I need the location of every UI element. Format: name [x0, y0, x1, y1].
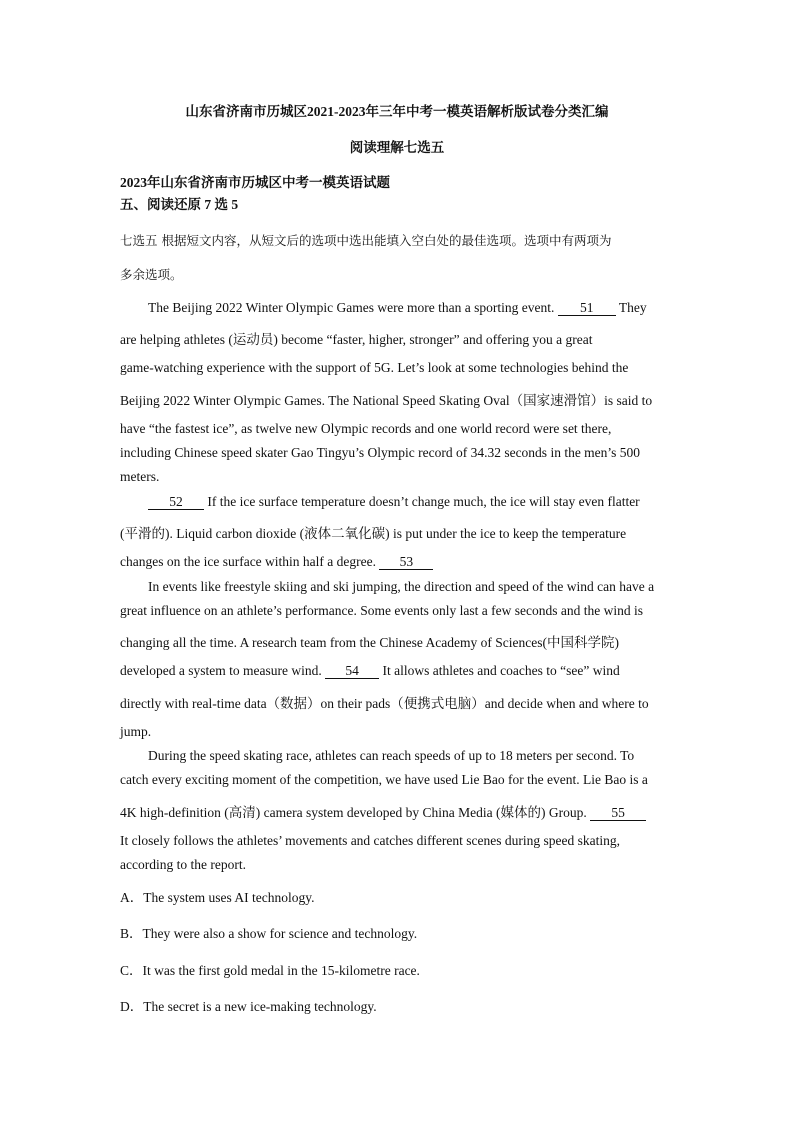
passage-line: great influence on an athlete’s performance. Some events only last a few seconds and the wind is — [120, 603, 643, 618]
part-title: 五、阅读还原 7 选 5 — [120, 197, 239, 212]
passage-line: game-watching experience with the support of 5G. Let’s look at some technologies behind the — [120, 360, 629, 375]
passage-line: 52 If the ice surface temperature doesn’t change much, the ice will stay even flatter — [148, 494, 640, 510]
instructions-line-2: 多余选项。 — [120, 267, 183, 282]
passage-line: changing all the time. A research team from the Chinese Academy of Sciences(中国科学院) — [120, 635, 619, 650]
passage-line: It closely follows the athletes’ movements and catches different scenes during speed skating, — [120, 833, 620, 848]
passage-line: (平滑的). Liquid carbon dioxide (液体二氧化碳) is put under the ice to keep the temperature — [120, 526, 627, 541]
passage-line: have “the fastest ice”, as twelve new Olympic records and one world record were set there, — [120, 421, 612, 436]
passage-line: meters. — [120, 469, 160, 484]
passage-line: directly with real-time data（数据）on their pads（便携式电脑）and decide when and where to — [120, 696, 649, 711]
passage-line: catch every exciting moment of the competition, we have used Lie Bao for the event. Lie Bao is a — [120, 772, 648, 787]
passage-line: jump. — [120, 724, 152, 739]
passage-line: developed a system to measure wind. 54 It allows athletes and coaches to “see” wind — [120, 663, 620, 678]
passage-line: 4K high-definition (高清) camera system developed by China Media (媒体的) Group. 55 — [120, 801, 646, 821]
passage-line: Beijing 2022 Winter Olympic Games. The National Speed Skating Oval（国家速滑馆）is said to — [120, 393, 653, 408]
passage-line: In events like freestyle skiing and ski jumping, the direction and speed of the wind can have a — [148, 579, 655, 594]
blank-52: 52 — [148, 495, 204, 510]
blank-55: 55 — [590, 806, 646, 821]
instructions-line-1: 七选五 根据短文内容，从短文后的选项中选出能填入空白处的最佳选项。选项中有两项为 — [120, 233, 612, 248]
passage-line: including Chinese speed skater Gao Tingyu’s Olympic record of 34.32 seconds in the men’s 500 — [120, 445, 641, 460]
exam-title: 2023年山东省济南市历城区中考一模英语试题 — [120, 175, 390, 190]
option-d: D．The secret is a new ice-making technology. — [120, 999, 377, 1014]
blank-54: 54 — [325, 664, 379, 679]
option-c: C．It was the first gold medal in the 15-kilometre race. — [120, 963, 420, 978]
document-title: 山东省济南市历城区2021-2023年三年中考一模英语解析版试卷分类汇编 — [185, 104, 609, 119]
passage-line: are helping athletes (运动员) become “faster, higher, stronger” and offering you a great — [120, 332, 593, 347]
passage-line: according to the report. — [120, 857, 246, 872]
passage-line: changes on the ice surface within half a degree. 53 — [120, 554, 433, 570]
document-subtitle: 阅读理解七选五 — [349, 140, 445, 155]
option-a: A．The system uses AI technology. — [120, 890, 315, 905]
blank-53: 53 — [379, 555, 433, 570]
blank-51: 51 — [558, 301, 616, 316]
passage-line: During the speed skating race, athletes can reach speeds of up to 18 meters per second. To — [148, 748, 635, 763]
passage-line: The Beijing 2022 Winter Olympic Games were more than a sporting event. 51 They — [148, 300, 647, 315]
option-b: B．They were also a show for science and technology. — [120, 926, 418, 941]
